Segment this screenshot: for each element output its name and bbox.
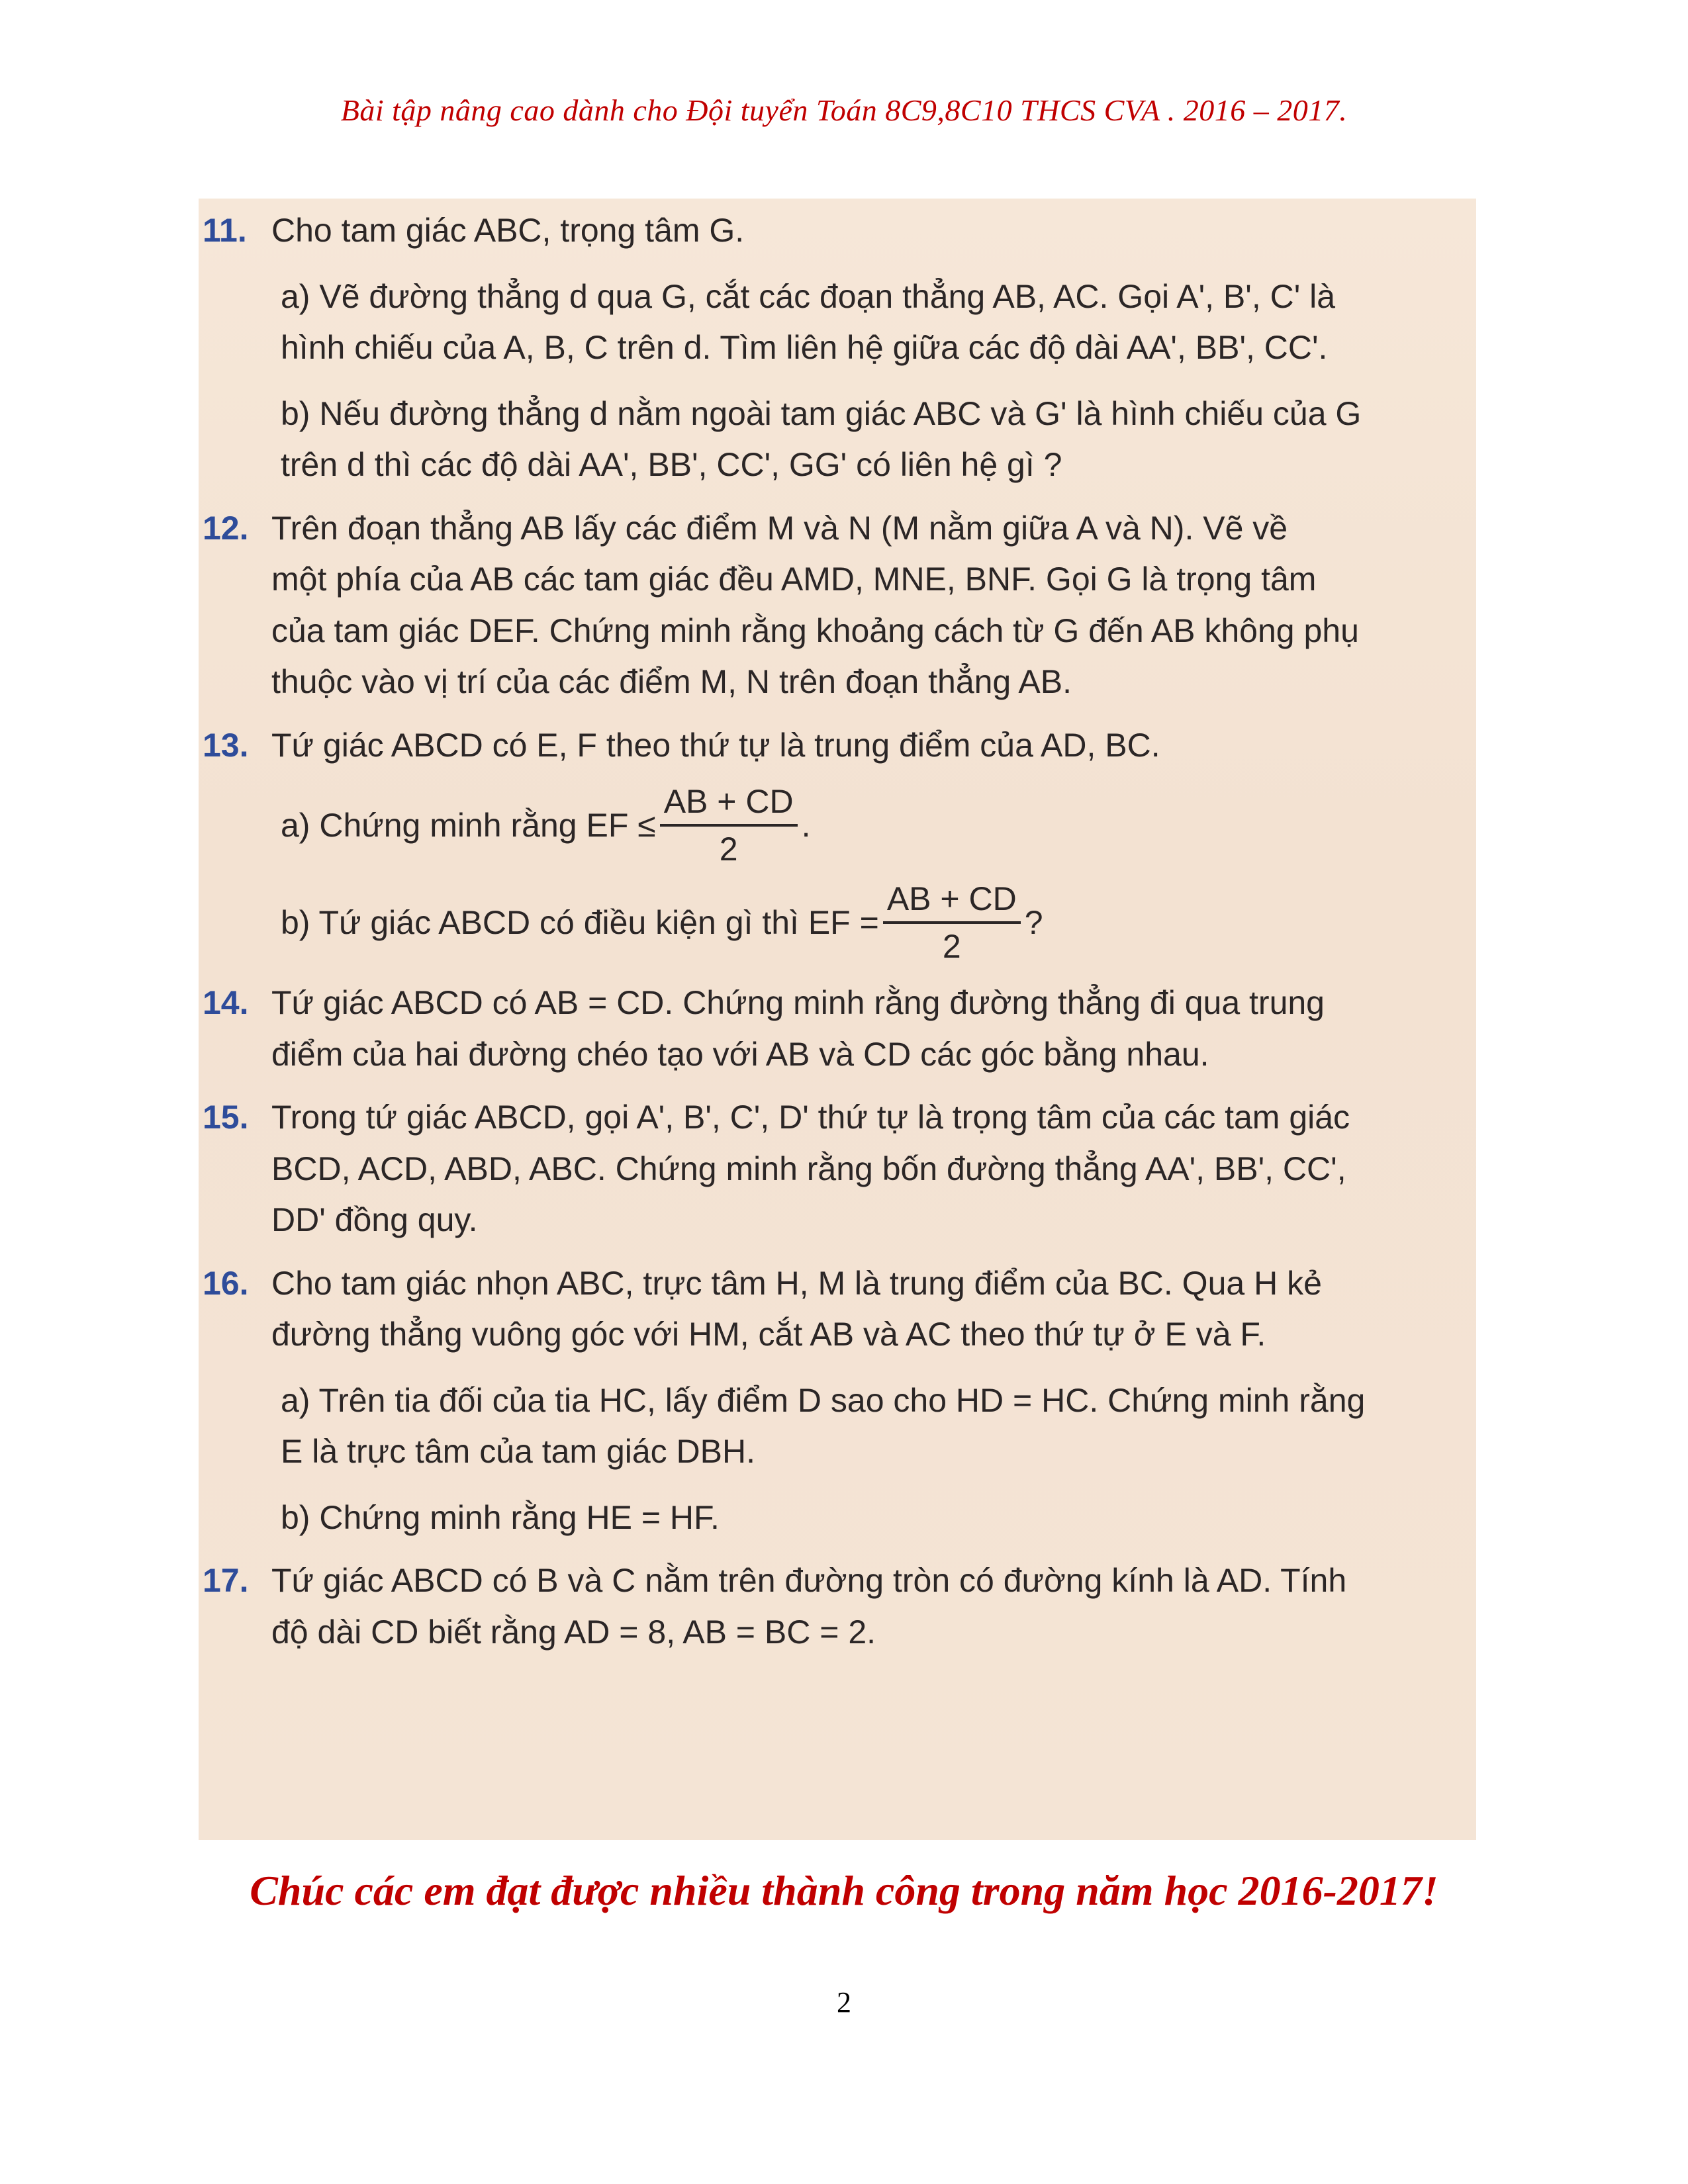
problem-line-2: BCD, ACD, ABD, ABC. Chứng minh rằng bốn đường thẳng AA', BB', CC',	[271, 1150, 1346, 1187]
problem-line-1: Tứ giác ABCD có AB = CD. Chứng minh rằng đường thẳng đi qua trung	[271, 984, 1325, 1021]
problem-number: 14.	[203, 984, 249, 1021]
part-a	[271, 1375, 1450, 1478]
fraction-numerator: AB + CD	[660, 783, 798, 827]
problem-line-1: Trong tứ giác ABCD, gọi A', B', C', D' thứ tự là trọng tâm của các tam giác	[271, 1099, 1350, 1136]
problem-text: Tứ giác ABCD có E, F theo thứ tự là trung điểm của AD, BC.	[271, 726, 1160, 764]
fraction	[883, 880, 1021, 966]
part-b	[271, 388, 1450, 491]
problem-line-2: điểm của hai đường chéo tạo với AB và CD các góc bằng nhau.	[271, 1035, 1209, 1073]
page-header: Bài tập nâng cao dành cho Đội tuyển Toán 8C9,8C10 THCS CVA . 2016 – 2017.	[340, 93, 1348, 127]
problem-13	[199, 720, 1450, 966]
problem-line-2: độ dài CD biết rằng AD = 8, AB = BC = 2.	[271, 1613, 876, 1651]
problem-line-3: DD' đồng quy.	[271, 1201, 478, 1238]
problem-line-2: đường thẳng vuông góc với HM, cắt AB và AC theo thứ tự ở E và F.	[271, 1316, 1266, 1353]
fraction-denominator: 2	[942, 927, 961, 965]
part-a-line-2: E là trực tâm của tam giác DBH.	[281, 1433, 756, 1470]
part-b-line-1: b) Nếu đường thẳng d nằm ngoài tam giác ABC và G' là hình chiếu của G	[281, 394, 1362, 432]
part-b-line-2: trên d thì các độ dài AA', BB', CC', GG' có liên hệ gì ?	[281, 446, 1062, 483]
problem-line-4: thuộc vào vị trí của các điểm M, N trên đoạn thẳng AB.	[271, 663, 1072, 700]
problem-line-2: một phía của AB các tam giác đều AMD, MNE, BNF. Gọi G là trọng tâm	[271, 561, 1317, 598]
part-a-line-1: a) Trên tia đối của tia HC, lấy điểm D sao cho HD = HC. Chứng minh rằng	[281, 1381, 1366, 1419]
part-b	[281, 880, 1450, 966]
part-a	[281, 783, 1450, 868]
problem-14	[199, 978, 1450, 1080]
part-b-text: b) Tứ giác ABCD có điều kiện gì thì EF =	[281, 903, 879, 941]
scanned-exercise-page	[199, 199, 1476, 1840]
problem-number: 15.	[203, 1099, 249, 1136]
part-b-end: ?	[1024, 903, 1043, 941]
problem-line-1: Cho tam giác nhọn ABC, trực tâm H, M là trung điểm của BC. Qua H kẻ	[271, 1264, 1322, 1302]
closing-message: Chúc các em đạt được nhiều thành công trong năm học 2016-2017!	[250, 1867, 1438, 1914]
problem-number: 16.	[203, 1264, 249, 1302]
problem-15	[199, 1092, 1450, 1246]
problem-number: 12.	[203, 509, 249, 547]
part-b	[271, 1492, 1450, 1544]
problem-line-1: Trên đoạn thẳng AB lấy các điểm M và N (M nằm giữa A và N). Vẽ về	[271, 509, 1288, 547]
problem-number: 17.	[203, 1562, 249, 1599]
part-b-line-1: b) Chứng minh rằng HE = HF.	[281, 1498, 720, 1536]
problem-number: 11.	[203, 212, 247, 249]
part-a-end: .	[801, 806, 811, 844]
fraction-numerator: AB + CD	[883, 880, 1021, 924]
problem-12	[199, 503, 1450, 708]
problem-line-1: Tứ giác ABCD có B và C nằm trên đường tròn có đường kính là AD. Tính	[271, 1562, 1347, 1599]
problem-11	[199, 205, 1450, 491]
problem-line-3: của tam giác DEF. Chứng minh rằng khoảng cách từ G đến AB không phụ	[271, 612, 1359, 649]
fraction-denominator: 2	[719, 830, 738, 868]
part-a-line-2: hình chiếu của A, B, C trên d. Tìm liên hệ giữa các độ dài AA', BB', CC'.	[281, 329, 1328, 366]
part-a-line-1: a) Vẽ đường thẳng d qua G, cắt các đoạn thẳng AB, AC. Gọi A', B', C' là	[281, 277, 1336, 315]
part-a	[271, 271, 1450, 374]
problem-17	[199, 1555, 1450, 1658]
problem-text: Cho tam giác ABC, trọng tâm G.	[271, 212, 745, 249]
fraction	[660, 783, 798, 868]
problem-16	[199, 1258, 1450, 1544]
problem-number: 13.	[203, 726, 249, 764]
page-number: 2	[837, 1986, 851, 2019]
part-a-text: a) Chứng minh rằng EF ≤	[281, 806, 656, 844]
